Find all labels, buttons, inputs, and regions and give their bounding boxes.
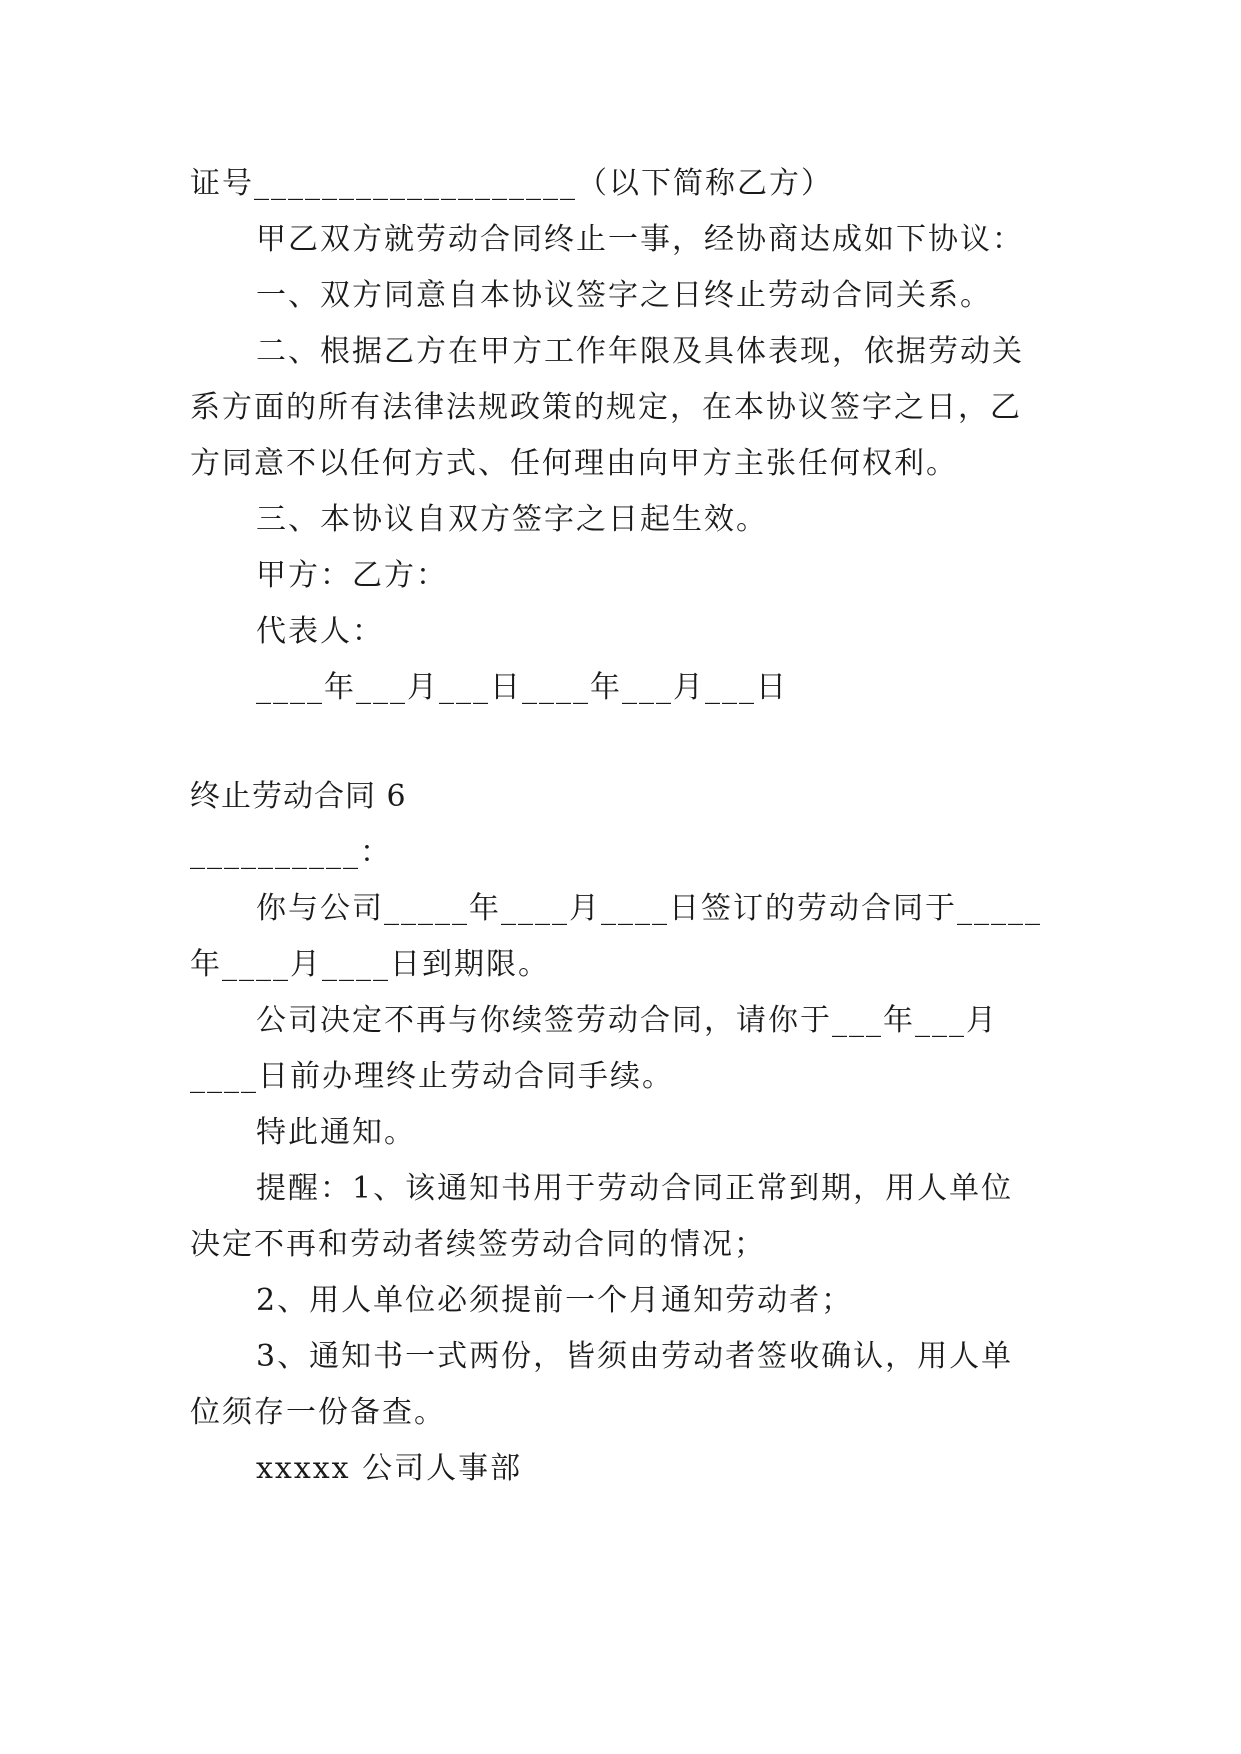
notice-paragraph-2-line-1: 公司决定不再与你续签劳动合同，请你于___年___月 <box>256 1003 998 1038</box>
reminder-3-line-1: 3、通知书一式两份，皆须由劳动者签收确认，用人单 <box>256 1339 1014 1374</box>
notice-paragraph-2-line-2: ____日前办理终止劳动合同手续。 <box>190 1059 674 1094</box>
reminder-1-line-1: 提醒：1、该通知书用于劳动合同正常到期，用人单位 <box>256 1171 1014 1206</box>
reminder-1-line-2: 决定不再和劳动者续签劳动合同的情况； <box>190 1227 766 1262</box>
notice-statement: 特此通知。 <box>256 1115 416 1150</box>
representative-line: 代表人： <box>256 614 384 649</box>
notice-paragraph-1-line-2: 年____月____日到期限。 <box>190 947 550 982</box>
issuer-signature: xxxxx 公司人事部 <box>256 1451 523 1486</box>
agreement-intro: 甲乙双方就劳动合同终止一事，经协商达成如下协议： <box>256 222 1024 257</box>
clause-2-line-2: 系方面的所有法律法规政策的规定，在本协议签字之日，乙 <box>190 390 1022 425</box>
clause-1: 一、双方同意自本协议签字之日终止劳动合同关系。 <box>256 278 992 313</box>
notice-paragraph-1-line-1: 你与公司_____年____月____日签订的劳动合同于_____ <box>256 891 1042 926</box>
reminder-3-line-2: 位须存一份备查。 <box>190 1395 446 1430</box>
addressee-line: __________： <box>190 835 392 870</box>
clause-3: 三、本协议自双方签字之日起生效。 <box>256 502 768 537</box>
cert-number-line: 证号___________________（以下简称乙方） <box>190 166 833 201</box>
clause-2-line-3: 方同意不以任何方式、任何理由向甲方主张任何权利。 <box>190 446 958 481</box>
signing-dates-line: ____年___月___日____年___月___日 <box>256 670 788 705</box>
section-title: 终止劳动合同 6 <box>190 779 407 814</box>
clause-2-line-1: 二、根据乙方在甲方工作年限及具体表现，依据劳动关 <box>256 334 1024 369</box>
parties-line: 甲方：乙方： <box>256 558 448 593</box>
reminder-2: 2、用人单位必须提前一个月通知劳动者； <box>256 1283 854 1318</box>
